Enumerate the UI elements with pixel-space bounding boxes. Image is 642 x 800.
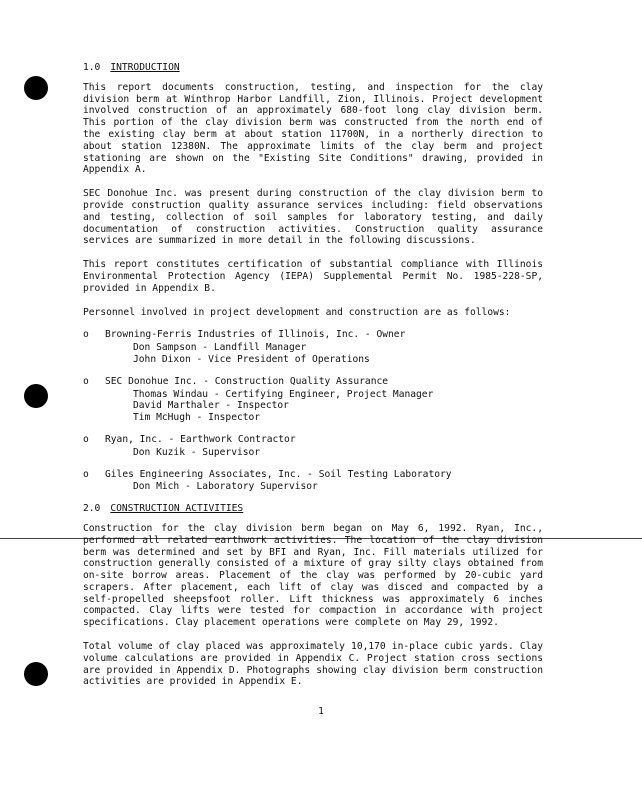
organization-name: Giles Engineering Associates, Inc. - Soil Testing Laboratory [105,468,452,480]
bullet: o [83,433,89,445]
personnel-intro: Personnel involved in project development and construction are as follows: [83,306,511,318]
page-number: 1 [318,706,324,717]
personnel-member: Don Mich - Laboratory Supervisor [133,481,318,493]
personnel-member: Don Sampson - Landfill Manager [133,342,307,354]
section-heading [83,503,543,515]
bullet: o [83,375,89,387]
binder-hole [24,76,48,100]
paragraph: This report constitutes certification of substantial compliance with Illinois Environmental Protection Agency (IEPA) Supplemental Permit No. 1985-228-SP, provided in Appendix B. [83,259,543,294]
bullet: o [83,468,89,480]
binder-hole [24,662,48,686]
organization-item [83,329,543,365]
organization-name: Ryan, Inc. - Earthwork Contractor [105,433,296,445]
personnel-member: Don Kuzik - Supervisor [133,446,261,458]
document-body [83,62,543,700]
paragraph: Construction for the clay division berm began on May 6, 1992. Ryan, Inc., performed all related earthwork activities. The location of the clay division berm was determined and set by BFI and Ryan, Inc. Fill materials utilized for construction generally consisted of a mixture of gray silty clays obtained from on-site borrow areas. Placement of the clay was performed by 20-cubic yard scrapers. After placement, each lift of clay was disced and compacted by a self-propelled sheepsfoot roller. Lift thickness was approximately 6 inches compacted. Clay lifts were tested for compaction in accordance with project specifications. Clay placement operations were complete on May 29, 1992. [83,522,543,629]
section-title: CONSTRUCTION ACTIVITIES [110,503,244,515]
bullet: o [83,329,89,341]
personnel-member: Thomas Windau - Certifying Engineer, Project Manager [133,388,434,400]
organization-name: SEC Donohue Inc. - Construction Quality Assurance [105,375,389,387]
paragraph: Total volume of clay placed was approximately 10,170 in-place cubic yards. Clay volume calculations are provided in Appendix C. Project station cross sections are provided in Appendix D. Photographs showing clay division berm construction activities are provided in Appendix E. [83,641,543,688]
organization-item [83,469,543,494]
binder-hole [24,384,48,408]
section-heading [83,62,543,74]
paragraph: SEC Donohue Inc. was present during construction of the clay division berm to provide construction quality assurance services including: field observations and testing, collection of soil samples for laboratory testing, and daily documentation of construction activities. Construction quality assurance services are summarized in more detail in the following discussions. [83,188,543,247]
section-title: INTRODUCTION [110,62,180,73]
section-number: 2.0 [83,503,101,515]
organization-item [83,376,543,424]
personnel-member: Tim McHugh - Inspector [133,412,261,424]
paragraph: This report documents construction, testing, and inspection for the clay division berm at Winthrop Harbor Landfill, Zion, Illinois. Project development involved construction of an approximately 680-foot long clay division berm. This portion of the clay division berm was constructed from the north end of the existing clay berm at about station 11700N, in a northerly direction to about station 12380N. The approximate limits of the clay berm and project stationing are shown on the "Existing Site Conditions" drawing, provided in Appendix A. [83,81,543,176]
organization-name: Browning-Ferris Industries of Illinois, Inc. - Owner [105,329,406,341]
organization-item [83,434,543,459]
section-number: 1.0 [83,62,101,73]
personnel-member: David Marthaler - Inspector [133,400,289,412]
personnel-member: John Dixon - Vice President of Operations [133,353,370,365]
